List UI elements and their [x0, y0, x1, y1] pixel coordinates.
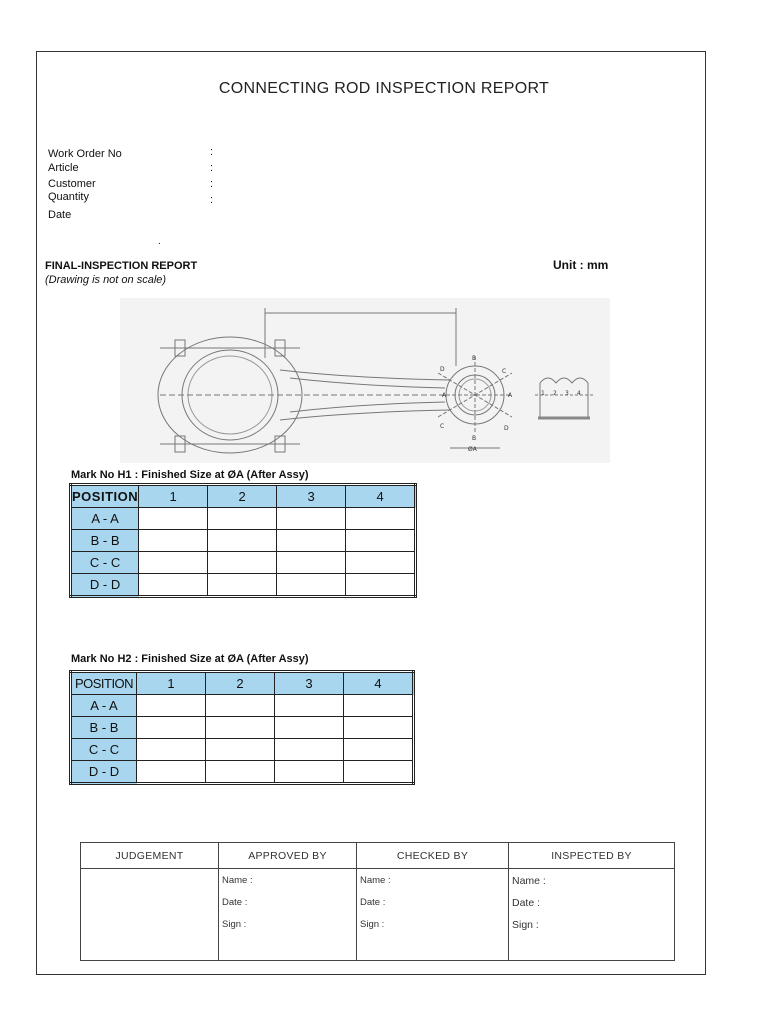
checked-sign-label: Sign :: [360, 919, 385, 930]
h1-cell[interactable]: [346, 508, 416, 530]
h2-cell[interactable]: [275, 761, 344, 784]
table-row: [71, 695, 414, 717]
h2-cell[interactable]: [206, 717, 275, 739]
mark-h1-title: Mark No H1 : Finished Size at ØA (After Assy): [71, 469, 309, 481]
h2-cell[interactable]: [344, 695, 414, 717]
unit-label: Unit : mm: [553, 258, 609, 272]
h2-col-1: 1: [137, 672, 206, 695]
h1-cell[interactable]: [277, 552, 346, 574]
h2-row-label: A - A: [71, 695, 137, 717]
h1-row-label: C - C: [71, 552, 139, 574]
h2-cell[interactable]: [137, 717, 206, 739]
h2-table: [69, 670, 415, 785]
h2-col-4: 4: [344, 672, 414, 695]
table-row: [71, 739, 414, 761]
h2-cell[interactable]: [275, 739, 344, 761]
h2-cell[interactable]: [275, 717, 344, 739]
label-d-bottom: D: [504, 425, 509, 432]
signoff-body-row: [81, 869, 675, 961]
h2-cell[interactable]: [206, 739, 275, 761]
report-title: CONNECTING ROD INSPECTION REPORT: [218, 80, 550, 97]
table-row: [71, 717, 414, 739]
date-label: Date: [48, 209, 72, 221]
h2-col-2: 2: [206, 672, 275, 695]
checked-by-header: CHECKED BY: [357, 843, 509, 869]
table-row: [71, 761, 414, 784]
label-n2: 2: [553, 390, 557, 397]
h2-cell[interactable]: [137, 761, 206, 784]
article-value: :: [210, 162, 214, 174]
label-a-right: A: [508, 392, 513, 399]
h1-row-label: D - D: [71, 574, 139, 597]
connecting-rod-drawing: [120, 298, 610, 463]
h2-cell[interactable]: [344, 761, 414, 784]
inspected-sign-label: Sign :: [512, 919, 539, 931]
h2-col-3: 3: [275, 672, 344, 695]
h1-cell[interactable]: [346, 552, 416, 574]
stray-dot: .: [158, 236, 161, 247]
h1-cell[interactable]: [208, 530, 277, 552]
h1-cell[interactable]: [277, 508, 346, 530]
approved-by-header: APPROVED BY: [219, 843, 357, 869]
checked-name-label: Name :: [360, 875, 391, 886]
final-inspection-title: FINAL-INSPECTION REPORT: [45, 260, 198, 272]
h2-cell[interactable]: [137, 739, 206, 761]
h2-cell[interactable]: [344, 739, 414, 761]
h1-cell[interactable]: [139, 552, 208, 574]
inspected-by-cell[interactable]: [509, 869, 675, 961]
h1-col-4: 4: [346, 485, 416, 508]
label-b-bottom: B: [472, 435, 477, 442]
drawing-note: (Drawing is not on scale): [45, 274, 167, 286]
h1-header-row: [71, 485, 416, 508]
inspected-name-label: Name :: [512, 875, 546, 887]
table-row: [71, 552, 416, 574]
judgement-cell[interactable]: [81, 869, 219, 961]
h2-cell[interactable]: [275, 695, 344, 717]
h1-row-label: B - B: [71, 530, 139, 552]
judgement-header: JUDGEMENT: [81, 843, 219, 869]
h1-cell[interactable]: [346, 530, 416, 552]
h2-row-label: D - D: [71, 761, 137, 784]
approved-by-cell[interactable]: [219, 869, 357, 961]
h2-row-label: B - B: [71, 717, 137, 739]
quantity-value: :: [210, 194, 214, 206]
work-order-label: Work Order No: [48, 148, 122, 160]
h1-cell[interactable]: [277, 530, 346, 552]
label-n3: 3: [565, 390, 569, 397]
h1-row-label: A - A: [71, 508, 139, 530]
label-c-top: C: [502, 368, 507, 375]
label-phi-a: ØA: [468, 446, 477, 453]
work-order-value: :: [210, 146, 214, 158]
h2-cell[interactable]: [206, 695, 275, 717]
approved-date-label: Date :: [222, 897, 248, 908]
label-n1: 1: [541, 390, 545, 397]
approved-sign-label: Sign :: [222, 919, 247, 930]
h2-cell[interactable]: [344, 717, 414, 739]
label-a-left: A: [442, 392, 447, 399]
label-b-top: B: [472, 355, 477, 362]
h2-cell[interactable]: [137, 695, 206, 717]
h2-position-header: POSITION: [71, 672, 137, 695]
h1-cell[interactable]: [208, 552, 277, 574]
checked-by-cell[interactable]: [357, 869, 509, 961]
h1-col-3: 3: [277, 485, 346, 508]
label-d-top: D: [440, 366, 445, 373]
h2-row-label: C - C: [71, 739, 137, 761]
table-row: [71, 508, 416, 530]
h2-cell[interactable]: [206, 761, 275, 784]
quantity-label: Quantity: [48, 191, 89, 203]
h1-cell[interactable]: [208, 574, 277, 597]
h1-position-header: POSITION: [71, 485, 139, 508]
article-label: Article: [48, 162, 79, 174]
table-row: [71, 574, 416, 597]
h1-cell[interactable]: [139, 508, 208, 530]
h1-col-2: 2: [208, 485, 277, 508]
h1-cell[interactable]: [346, 574, 416, 597]
checked-date-label: Date :: [360, 897, 386, 908]
h2-header-row: [71, 672, 414, 695]
h1-cell[interactable]: [139, 574, 208, 597]
customer-value: :: [210, 178, 214, 190]
h1-cell[interactable]: [277, 574, 346, 597]
h1-cell[interactable]: [139, 530, 208, 552]
table-row: [71, 530, 416, 552]
label-n4: 4: [577, 390, 581, 397]
label-c-bottom: C: [440, 423, 445, 430]
signoff-header-row: [81, 843, 675, 869]
customer-label: Customer: [48, 178, 96, 190]
inspected-date-label: Date :: [512, 897, 541, 909]
mark-h2-title: Mark No H2 : Finished Size at ØA (After Assy): [71, 653, 309, 665]
approved-name-label: Name :: [222, 875, 253, 886]
signoff-table: [80, 842, 675, 961]
h1-col-1: 1: [139, 485, 208, 508]
h1-cell[interactable]: [208, 508, 277, 530]
inspected-by-header: INSPECTED BY: [509, 843, 675, 869]
h1-table: [69, 483, 417, 598]
